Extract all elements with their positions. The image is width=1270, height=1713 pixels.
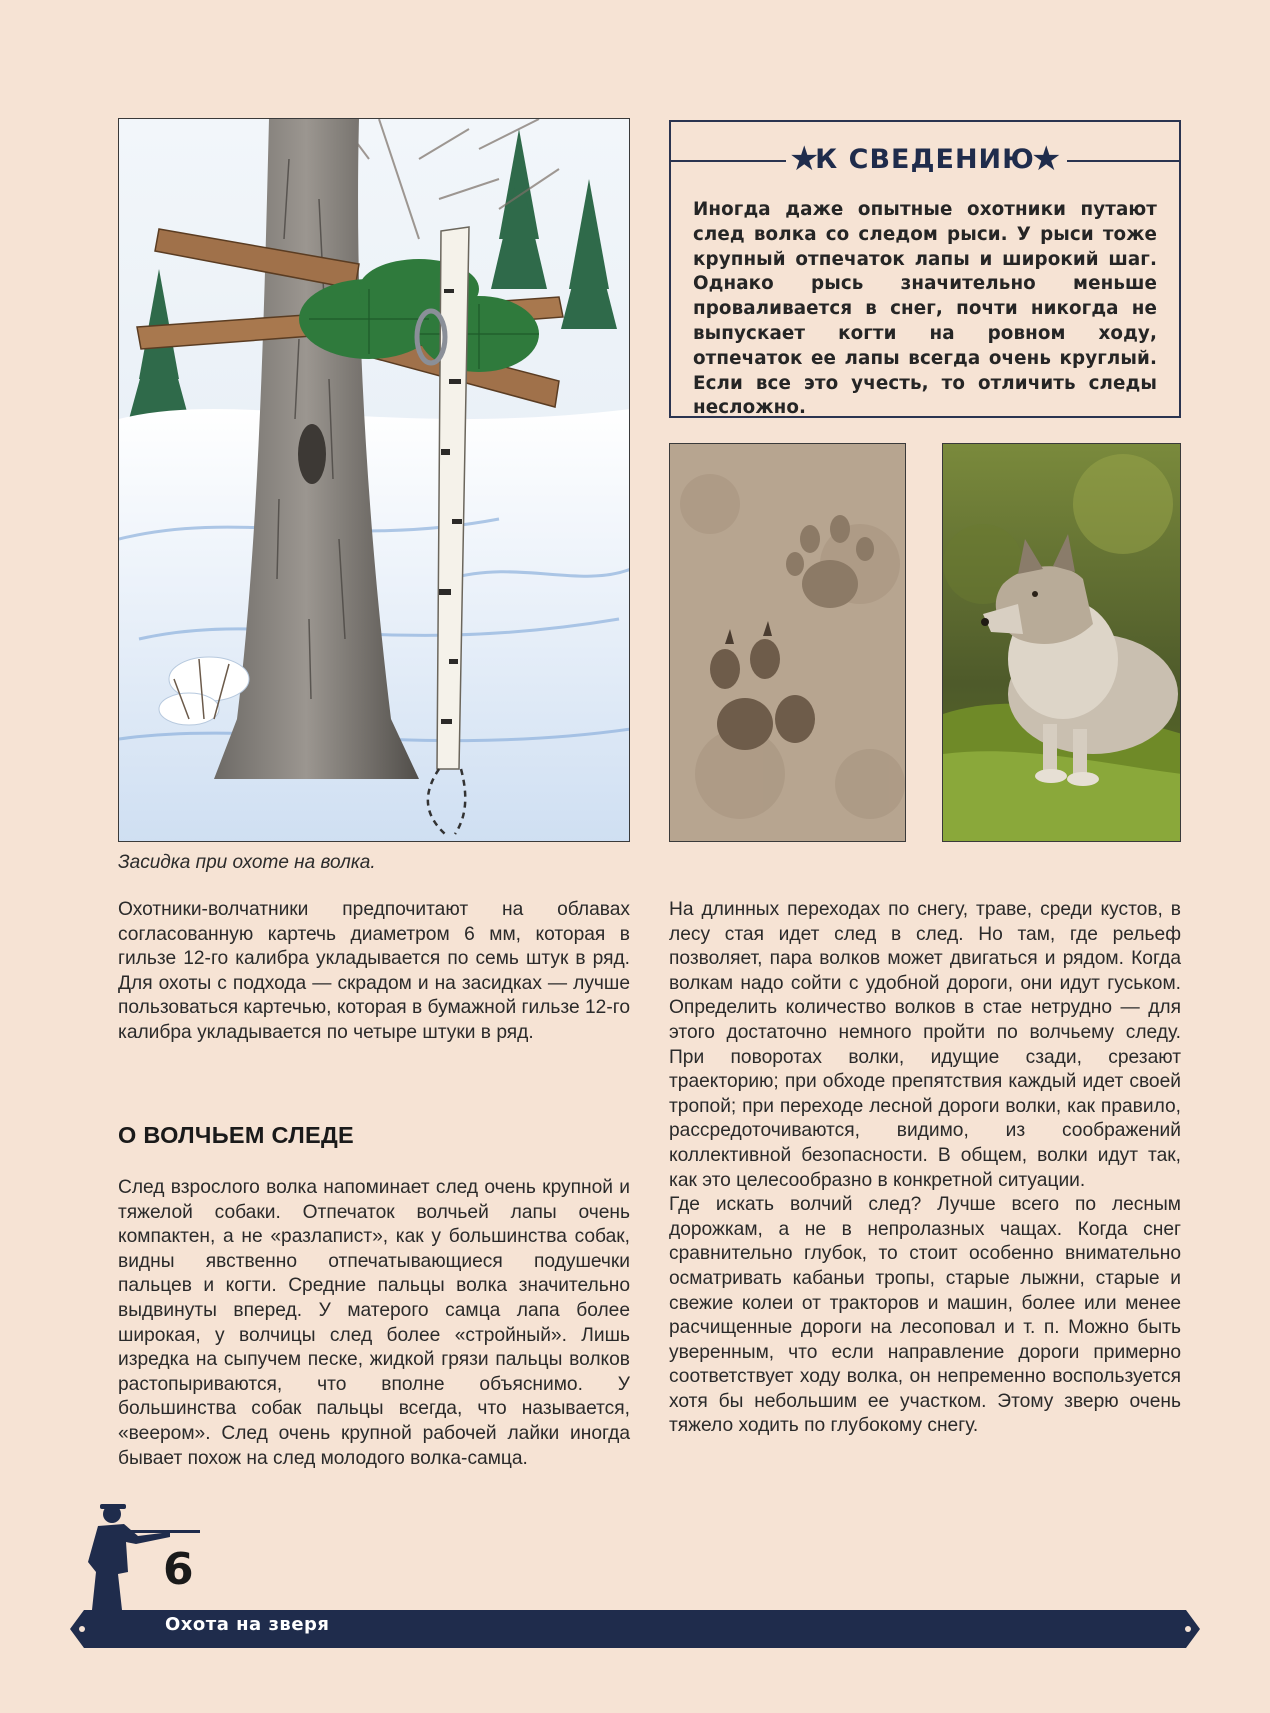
intro-paragraph: Охотники-волчатники предпочитают на облавах согласованную картечь диаметром 6 мм, которая в гильзе 12-го калибра укладывается по семь штук в ряд. Для охоты с подхода — скрадом и на засидках — лучше пользоваться картечью, которая в бумажной гильзе 12-го калибра укладывается по четыре штуки в ряд.: [118, 899, 630, 1043]
star-icon: ★: [1031, 140, 1062, 178]
title-rule-left: [671, 160, 786, 162]
right-paragraph-1: На длинных переходах по снегу, траве, среди кустов, в лесу стая идет след в след. Но там, где рельеф позволяет, пара волков может двигаться и рядом. Когда волкам надо сойти с удобной дороги, они идут гуськом. Определить количество волков в стае нетрудно — для этого достаточно немного пройти по волчьему следу. При поворотах волки, идущие сзади, срезают траекторию; при обходе препятствия каждый идет своей тропой; при переходе лесной дороги волки, как правило, рассредоточиваются, видимо, из соображений коллективной безопасности. В общем, волки идут так, как это целесообразно в конкретной ситуации.: [669, 899, 1181, 1191]
info-box-title: К СВЕДЕНИЮ: [815, 144, 1035, 175]
wolf-photo: [942, 443, 1181, 842]
star-icon: ★: [789, 140, 820, 178]
section-heading: О ВОЛЧЬЕМ СЛЕДЕ: [118, 1122, 355, 1148]
paw-print-photo: [669, 443, 906, 842]
right-paragraph-2: Где искать волчий след? Лучше всего по лесным дорожкам, а не в непролазных чащах. Когда снег сравнительно глубок, то стоит особенно внимательно осматривать кабаньи тропы, старые лыжни, старые и свежие колеи от тракторов и машин, более или менее расчищенные дороги на лесоповал и т. п. Можно быть уверенным, что если направление дороги примерно соответствует ходу волка, он непременно воспользуется хотя бы небольшим ее участком. Этому зверю очень тяжело ходить по глубокому снегу.: [669, 1194, 1181, 1437]
page-number: 6: [163, 1544, 194, 1595]
ambush-illustration: [118, 118, 630, 842]
info-box: [669, 120, 1181, 418]
info-box-text: Иногда даже опытные охотники путают след волка со следом рыси. У рыси тоже крупный отпечаток лапы и широкий шаг. Однако рысь значительно меньше проваливается в снег, почти никогда не выпускает когти на ровном ходу, отпечаток ее лапы всегда очень круглый. Если все это учесть, то отличить следы несложно.: [693, 199, 1157, 419]
right-column: [669, 898, 1181, 1439]
footer-section-title: Охота на зверя: [165, 1614, 330, 1635]
title-rule-right: [1067, 160, 1179, 162]
info-box-header: [671, 140, 1179, 180]
wolf-track-paragraph: След взрослого волка напоминает след очень крупной и тяжелой собаки. Отпечаток волчьей лапы очень компактен, а не «разлапист», как у большинства собак, видны явственно отпечатывающиеся подушечки пальцев и когти. Средние пальцы волка значительно выдвинуты вперед. У матерого самца лапа более широкая, у волчицы след более «стройный». Лишь изредка на сыпучем песке, жидкой грязи пальцы волков растопыриваются, что вполне объяснимо. У большинства собак пальцы всегда, что называется, «веером». След очень крупной рабочей лайки иногда бывает похож на след молодого волка-самца.: [118, 1177, 630, 1469]
figure-caption: Засидка при охоте на волка.: [118, 852, 376, 873]
